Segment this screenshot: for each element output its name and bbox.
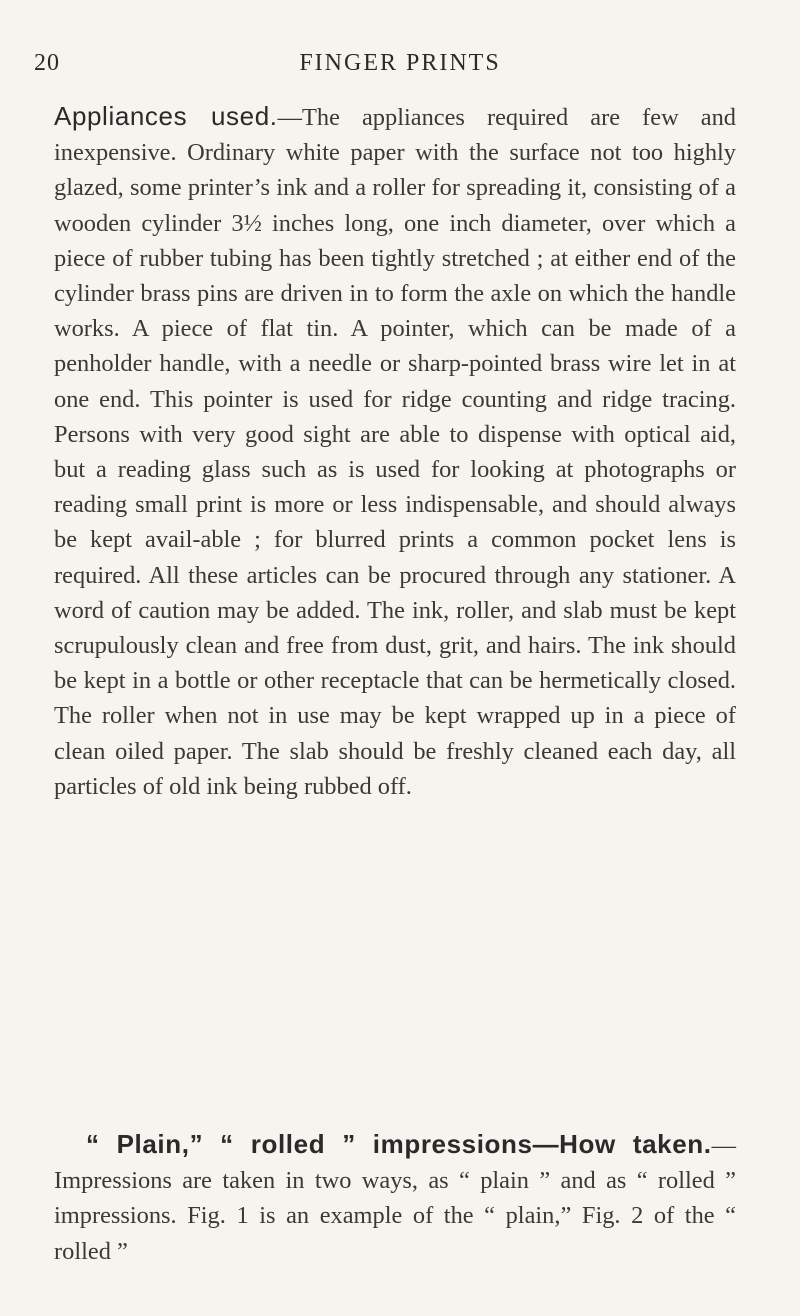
- section-heading-impressions: “ Plain,” “ rolled ” impressions—How taken.: [86, 1129, 712, 1159]
- section-heading-appliances: Appliances used.: [54, 101, 278, 131]
- paragraph-appliances: [54, 99, 736, 804]
- paragraph-appliances-body: —The appliances required are few and inexpensive. Ordinary white paper with the surface not too highly glazed, some printer’s ink and a roller for spreading it, consisting of a wooden cylinder 3½ inches long, one inch diameter, over which a piece of rubber tubing has been tightly stretched ; at either end of the cylinder brass pins are driven in to form the axle on which the handle works. A piece of flat tin. A pointer, which can be made of a penholder handle, with a needle or sharp-pointed brass wire let in at one end. This pointer is used for ridge counting and ridge tracing. Persons with very good sight are able to dispense with optical aid, but a reading glass such as is used for looking at photographs or reading small print is more or less indispensable, and should always be kept avail-able ; for blurred prints a common pocket lens is required. All these articles can be procured through any stationer. A word of caution may be added. The ink, roller, and slab must be kept scrupulously clean and free from dust, grit, and hairs. The ink should be kept in a bottle or other receptacle that can be hermetically closed. The roller when not in use may be kept wrapped up in a piece of clean oiled paper. The slab should be freshly cleaned each day, all particles of old ink being rubbed off.: [54, 104, 736, 800]
- running-title: FINGER PRINTS: [299, 50, 501, 76]
- paragraph-impressions: [54, 1127, 736, 1269]
- paragraph-impressions-body: —Impressions are taken in two ways, as “ plain ” and as “ rolled ” impressions. Fig. 1 is an example of the “ plain,” Fig. 2 of the “ rolled ”: [54, 1132, 736, 1265]
- page-number: 20: [34, 50, 60, 76]
- page-header: [34, 50, 766, 82]
